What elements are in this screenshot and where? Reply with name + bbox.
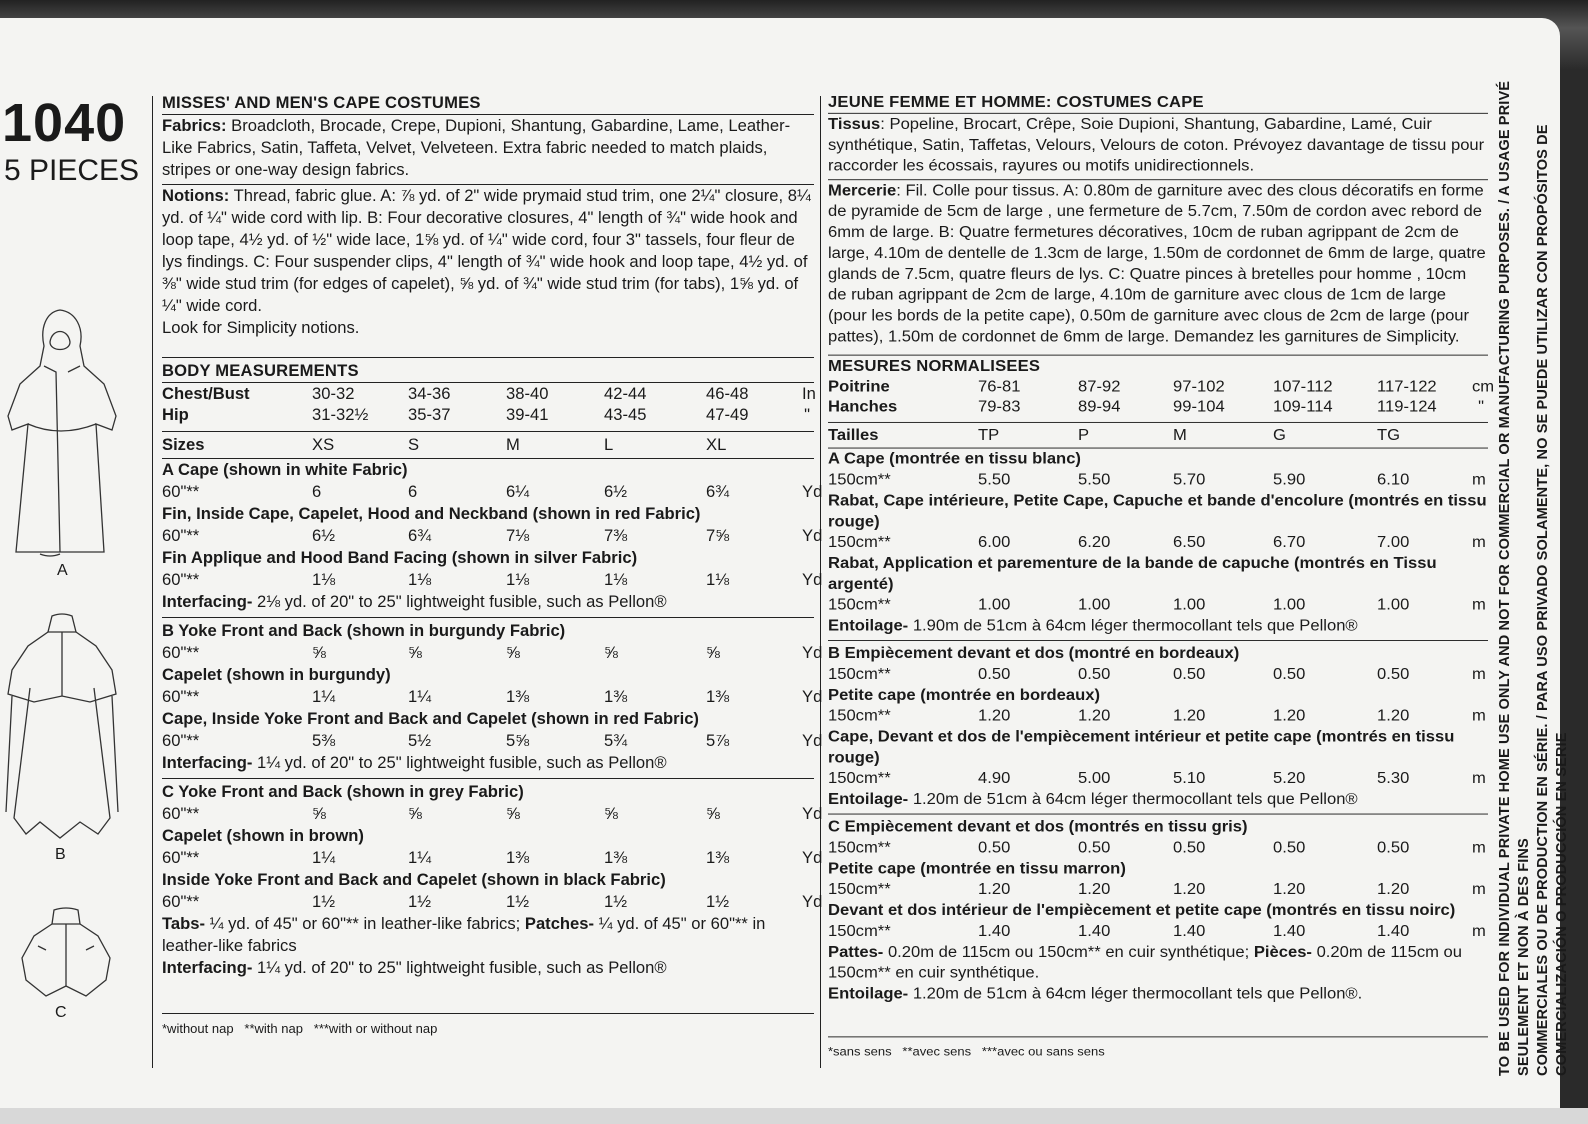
french-footnote: *sans sens **avec sens ***avec ou sans sens bbox=[828, 1043, 1105, 1059]
extra-label: Pièces- bbox=[1253, 942, 1312, 961]
yardage-unit: Yd bbox=[802, 848, 823, 867]
left-column-rule bbox=[152, 96, 153, 1068]
fabrics-paragraph bbox=[162, 115, 814, 181]
tissus-text: : Popeline, Brocart, Crêpe, Soie Dupioni, Shantung, Gabardine, Lamé, Cuir synthétique, Satin, Taffetas, Velours, Velours de coton. Prévoyez davantage de tissu pour raccorder les écossais, rayures ou motifs unidirectionnels. bbox=[828, 114, 1485, 175]
chest-value: 46-48 bbox=[706, 384, 749, 403]
yardage-value: 1.20 bbox=[1078, 706, 1111, 725]
yardage-value: 0.50 bbox=[1273, 838, 1306, 857]
yardage-row bbox=[162, 891, 823, 913]
poitrine-row bbox=[828, 376, 1495, 396]
yardage-value: ⅝ bbox=[706, 804, 720, 823]
yardage-unit: Yd bbox=[802, 526, 823, 545]
yardage-value: 0.50 bbox=[978, 838, 1011, 857]
yardage-row bbox=[162, 525, 823, 547]
yardage-row bbox=[828, 879, 1488, 900]
fabric-width: 150cm** bbox=[828, 921, 891, 940]
yardage-value: 6 bbox=[408, 482, 418, 501]
yardage-value: 1.20 bbox=[1173, 879, 1206, 898]
yardage-row bbox=[828, 469, 1488, 490]
yardage-unit: m bbox=[1472, 769, 1486, 788]
chest-value: 30-32 bbox=[312, 384, 355, 403]
notions-text: Thread, fabric glue. A: ⅞ yd. of 2" wide prymaid stud trim, one 2¼" closure, 8¼ yd. of ¼" wide cord with lip. B: Four decorative closures, 4" length of ¾" wide hook and loop tape, 4½ yd. of ½" wide lace, 1⅝ yd. of ¼" wide cord, four 3" tassels, four fleur de lys findings. C: Four suspender clips, 4" length of ¾" wide hook and loop tape, 4½ yd. of ⅜" wide stud trim (for edges of capelet), ⅝ yd. of ¾" wide stud trim (for tabs), 1⅝ yd. of ¼" wide cord. bbox=[162, 186, 811, 315]
yardage-row bbox=[162, 803, 823, 825]
yardage-unit: Yd bbox=[802, 643, 823, 662]
yardage-value: 1¼ bbox=[408, 848, 432, 867]
yardage-row bbox=[162, 686, 823, 708]
yardage-value: 6½ bbox=[604, 482, 628, 501]
yardage-value: ⅝ bbox=[604, 804, 618, 823]
yardage-item-title: A Cape (montrée en tissu blanc) bbox=[828, 449, 1081, 468]
yardage-value: 6¾ bbox=[706, 482, 730, 501]
yardage-value: 1.40 bbox=[1173, 921, 1206, 940]
interfacing-text: 1¼ yd. of 20" to 25" lightweight fusible, such as Pellon® bbox=[252, 958, 667, 977]
yardage-unit: Yd bbox=[802, 892, 823, 911]
mercerie-paragraph bbox=[828, 180, 1488, 347]
yardage-value: 1⅜ bbox=[506, 687, 530, 706]
notions-label: Notions: bbox=[162, 186, 230, 205]
yardage-value: 1⅜ bbox=[604, 848, 628, 867]
yardage-value: 1.20 bbox=[1377, 879, 1410, 898]
taille-value: M bbox=[1173, 425, 1187, 444]
fabric-width: 150cm** bbox=[828, 769, 891, 788]
interfacing-text: 2⅛ yd. of 20" to 25" lightweight fusible, such as Pellon® bbox=[252, 592, 667, 611]
yardage-value: ⅝ bbox=[312, 643, 326, 662]
yardage-value: 1⅜ bbox=[604, 687, 628, 706]
fabric-width: 150cm** bbox=[828, 706, 891, 725]
yardage-value: 1½ bbox=[312, 892, 336, 911]
yardage-value: 0.50 bbox=[1273, 664, 1306, 683]
yardage-value: 1⅜ bbox=[706, 687, 730, 706]
fabric-width: 150cm** bbox=[828, 470, 891, 489]
english-title: MISSES' AND MEN'S CAPE COSTUMES bbox=[162, 93, 481, 112]
notions-note: Look for Simplicity notions. bbox=[162, 318, 360, 337]
hip-value: 35-37 bbox=[408, 405, 451, 424]
french-yardage-sections bbox=[828, 449, 1488, 1005]
hanches-value: 99-104 bbox=[1173, 397, 1225, 416]
legal-line-1: TO BE USED FOR INDIVIDUAL PRIVATE HOME USE ONLY AND NOT FOR COMMERCIAL OR MANUFACTURING PURPOSES. / A USAGE PRIVÉ SEULEMENT ET NON À DES FINS bbox=[1497, 80, 1532, 1076]
fabric-width: 60"** bbox=[162, 804, 200, 823]
hip-value: 47-49 bbox=[706, 405, 749, 424]
hip-unit: " bbox=[804, 405, 810, 424]
divider bbox=[162, 778, 814, 779]
sizes-row bbox=[162, 432, 814, 458]
poitrine-value: 97-102 bbox=[1173, 377, 1225, 396]
yardage-value: 6½ bbox=[312, 526, 336, 545]
yardage-value: 1.20 bbox=[1078, 879, 1111, 898]
yardage-row bbox=[162, 847, 823, 869]
fabric-width: 60"** bbox=[162, 731, 200, 750]
yardage-value: ⅝ bbox=[408, 804, 422, 823]
interfacing-label: Entoilage- bbox=[828, 616, 909, 635]
hip-row bbox=[162, 404, 814, 425]
yardage-value: 1.40 bbox=[1078, 921, 1111, 940]
figure-c-capelet-drawing bbox=[16, 906, 116, 1004]
tissus-label: Tissus bbox=[828, 114, 881, 133]
figure-a-cape-drawing bbox=[0, 306, 120, 560]
fabrics-label: Fabrics: bbox=[162, 116, 227, 135]
yardage-value: ⅝ bbox=[506, 804, 520, 823]
size-value: XS bbox=[312, 435, 335, 454]
size-value: M bbox=[506, 435, 520, 454]
fabric-width: 60"** bbox=[162, 570, 200, 589]
extra-text: ¼ yd. of 45" or 60"** in leather-like fabrics; bbox=[205, 914, 525, 933]
taille-value: P bbox=[1078, 425, 1090, 444]
interfacing-line bbox=[162, 957, 814, 979]
yardage-value: 6.70 bbox=[1273, 532, 1306, 551]
yardage-row bbox=[828, 664, 1488, 685]
interfacing-label: Entoilage- bbox=[828, 984, 909, 1003]
chest-row bbox=[162, 383, 814, 404]
yardage-row bbox=[162, 642, 823, 664]
poitrine-value: 117-122 bbox=[1377, 377, 1437, 396]
yardage-row bbox=[828, 837, 1488, 858]
interfacing-text: 1¼ yd. of 20" to 25" lightweight fusible, such as Pellon® bbox=[252, 753, 667, 772]
yardage-value: 1.20 bbox=[978, 706, 1011, 725]
yardage-unit: m bbox=[1472, 532, 1486, 551]
yardage-value: 7.00 bbox=[1377, 532, 1410, 551]
yardage-value: ⅝ bbox=[312, 804, 326, 823]
yardage-value: 1¼ bbox=[408, 687, 432, 706]
yardage-item-title: Devant et dos intérieur de l'empiècement et petite cape (montrés en tissu noirc) bbox=[828, 900, 1456, 919]
fabric-width: 150cm** bbox=[828, 532, 891, 551]
taille-value: G bbox=[1273, 425, 1286, 444]
interfacing-text: 1.90m de 51cm à 64cm léger thermocollant tels que Pellon® bbox=[908, 616, 1358, 635]
interfacing-line bbox=[162, 591, 814, 613]
yardage-row bbox=[162, 730, 823, 752]
figure-b-label: B bbox=[55, 846, 66, 863]
interfacing-label: Entoilage- bbox=[828, 789, 909, 808]
interfacing-label: Interfacing- bbox=[162, 592, 253, 611]
yardage-value: 1.00 bbox=[1173, 595, 1206, 614]
yardage-value: 5.70 bbox=[1173, 470, 1206, 489]
extra-label: Patches- bbox=[524, 914, 595, 933]
fabrics-text: Broadcloth, Brocade, Crepe, Dupioni, Shantung, Gabardine, Lame, Leather-Like Fabrics, Satin, Taffeta, Velvet, Velveteen. Extra fabric needed to match plaids, stripes or one-way design fabrics. bbox=[162, 116, 791, 179]
yardage-value: 5⅜ bbox=[312, 731, 336, 750]
legal-notice-vertical bbox=[1496, 66, 1572, 1076]
english-footnote: *without nap **with nap ***with or without nap bbox=[162, 1021, 438, 1036]
bottom-edge bbox=[0, 1108, 1588, 1124]
yardage-value: 0.50 bbox=[1377, 664, 1410, 683]
hanches-value: 119-124 bbox=[1377, 397, 1437, 416]
fabric-width: 60"** bbox=[162, 848, 200, 867]
yardage-value: 1⅜ bbox=[506, 848, 530, 867]
yardage-value: ⅝ bbox=[506, 643, 520, 662]
yardage-item-title: Fin, Inside Cape, Capelet, Hood and Neckband (shown in red Fabric) bbox=[162, 504, 701, 523]
yardage-unit: m bbox=[1472, 470, 1486, 489]
yardage-value: 6¾ bbox=[408, 526, 432, 545]
interfacing-line bbox=[828, 983, 1488, 1004]
yardage-value: 1.40 bbox=[1377, 921, 1410, 940]
chest-value: 38-40 bbox=[506, 384, 549, 403]
yardage-value: ⅝ bbox=[706, 643, 720, 662]
divider bbox=[828, 1036, 1488, 1037]
french-title: JEUNE FEMME ET HOMME: COSTUMES CAPE bbox=[828, 92, 1204, 111]
divider bbox=[828, 814, 1488, 815]
mercerie-label: Mercerie bbox=[828, 181, 897, 200]
divider bbox=[162, 1013, 814, 1014]
size-value: XL bbox=[706, 435, 727, 454]
yardage-value: 1¼ bbox=[312, 687, 336, 706]
tailles-label: Tailles bbox=[828, 425, 879, 444]
yardage-value: 5¾ bbox=[604, 731, 628, 750]
legal-line-2: COMMERCIALES OU DE PRODUCTION EN SÉRIE. / PARA USO PRIVADO SOLAMENTE, NO SE PUEDE UTILIZAR CON PROPÓSITOS DE COMERCIALIZACIÓN O PRODUCCIÓN EN SERIE bbox=[1535, 124, 1570, 1076]
hip-value: 43-45 bbox=[604, 405, 647, 424]
yardage-value: 1½ bbox=[408, 892, 432, 911]
yardage-value: 0.50 bbox=[978, 664, 1011, 683]
chest-value: 42-44 bbox=[604, 384, 647, 403]
yardage-value: 1.20 bbox=[1173, 706, 1206, 725]
yardage-item-title: Petite cape (montrée en tissu marron) bbox=[828, 859, 1126, 878]
pattern-number: 1040 bbox=[2, 93, 127, 153]
yardage-unit: Yd bbox=[802, 570, 823, 589]
yardage-value: 1½ bbox=[706, 892, 730, 911]
yardage-value: 7⅛ bbox=[506, 526, 530, 545]
divider bbox=[162, 357, 814, 358]
yardage-unit: m bbox=[1472, 595, 1486, 614]
extra-label: Pattes- bbox=[828, 942, 884, 961]
yardage-value: ⅝ bbox=[408, 643, 422, 662]
taille-value: TP bbox=[978, 425, 1000, 444]
poitrine-unit: cm bbox=[1472, 377, 1495, 396]
hanches-value: 79-83 bbox=[978, 397, 1021, 416]
poitrine-label: Poitrine bbox=[828, 377, 890, 396]
size-value: S bbox=[408, 435, 420, 454]
extra-text: 0.20m de 115cm ou 150cm** en cuir synthétique. bbox=[828, 942, 1463, 982]
interfacing-label: Interfacing- bbox=[162, 958, 253, 977]
figure-b-cape-drawing bbox=[0, 612, 124, 842]
english-yardage-sections bbox=[162, 459, 823, 979]
yardage-value: 6.20 bbox=[1078, 532, 1111, 551]
hip-value: 39-41 bbox=[506, 405, 549, 424]
yardage-value: 1½ bbox=[604, 892, 628, 911]
fabric-width: 150cm** bbox=[828, 838, 891, 857]
yardage-unit: m bbox=[1472, 706, 1486, 725]
yardage-unit: Yd bbox=[802, 687, 823, 706]
divider bbox=[162, 617, 814, 618]
yardage-value: 4.90 bbox=[978, 769, 1011, 788]
interfacing-line bbox=[162, 752, 814, 774]
yardage-value: 5.90 bbox=[1273, 470, 1306, 489]
yardage-item-title: Fin Applique and Hood Band Facing (shown in silver Fabric) bbox=[162, 548, 638, 567]
interfacing-text: 1.20m de 51cm à 64cm léger thermocollant tels que Pellon® bbox=[908, 789, 1358, 808]
yardage-value: 6.00 bbox=[978, 532, 1011, 551]
yardage-row bbox=[828, 705, 1488, 726]
sizes-label: Sizes bbox=[162, 435, 205, 454]
hip-value: 31-32½ bbox=[312, 405, 369, 424]
fabric-width: 60"** bbox=[162, 643, 200, 662]
yardage-value: 0.50 bbox=[1377, 838, 1410, 857]
yardage-value: 7⅜ bbox=[604, 526, 628, 545]
taille-value: TG bbox=[1377, 425, 1401, 444]
yardage-value: 1¼ bbox=[312, 848, 336, 867]
yardage-unit: m bbox=[1472, 921, 1486, 940]
extra-notes bbox=[162, 913, 814, 957]
yardage-value: 1.20 bbox=[978, 879, 1011, 898]
fabric-width: 150cm** bbox=[828, 664, 891, 683]
poitrine-value: 87-92 bbox=[1078, 377, 1121, 396]
yardage-value: 5.50 bbox=[1078, 470, 1111, 489]
yardage-value: 1.20 bbox=[1273, 879, 1306, 898]
yardage-row bbox=[828, 768, 1488, 789]
yardage-unit: m bbox=[1472, 664, 1486, 683]
chest-value: 34-36 bbox=[408, 384, 451, 403]
fabric-width: 150cm** bbox=[828, 879, 891, 898]
yardage-unit: Yd bbox=[802, 482, 823, 501]
yardage-value: 6.50 bbox=[1173, 532, 1206, 551]
extra-label: Tabs- bbox=[162, 914, 206, 933]
yardage-value: 5.10 bbox=[1173, 769, 1206, 788]
divider bbox=[828, 640, 1488, 641]
yardage-value: 6.10 bbox=[1377, 470, 1410, 489]
yardage-item-title: C Empiècement devant et dos (montrés en tissu gris) bbox=[828, 817, 1248, 836]
yardage-value: 6¼ bbox=[506, 482, 530, 501]
yardage-item-title: Inside Yoke Front and Back and Capelet (shown in black Fabric) bbox=[162, 870, 666, 889]
yardage-value: 5⅝ bbox=[506, 731, 530, 750]
yardage-value: 1.00 bbox=[1078, 595, 1111, 614]
yardage-value: 0.50 bbox=[1078, 664, 1111, 683]
interfacing-text: 1.20m de 51cm à 64cm léger thermocollant tels que Pellon®. bbox=[908, 984, 1363, 1003]
yardage-value: 1⅛ bbox=[706, 570, 730, 589]
mesures-title: MESURES NORMALISEES bbox=[828, 356, 1041, 375]
yardage-value: 1.00 bbox=[1273, 595, 1306, 614]
yardage-item-title: B Yoke Front and Back (shown in burgundy Fabric) bbox=[162, 621, 566, 640]
yardage-unit: Yd bbox=[802, 804, 823, 823]
poitrine-value: 107-112 bbox=[1273, 377, 1333, 396]
yardage-row bbox=[828, 921, 1488, 942]
extra-text: 0.20m de 115cm ou 150cm** en cuir synthétique; bbox=[883, 942, 1254, 961]
measurements-title: BODY MEASUREMENTS bbox=[162, 361, 359, 380]
notions-paragraph bbox=[162, 185, 814, 317]
yardage-item-title: Cape, Inside Yoke Front and Back and Capelet (shown in red Fabric) bbox=[162, 709, 699, 728]
yardage-value: 1⅛ bbox=[312, 570, 336, 589]
yardage-value: 1.40 bbox=[1273, 921, 1306, 940]
pattern-pieces: 5 PIECES bbox=[4, 154, 140, 187]
hip-label: Hip bbox=[162, 405, 189, 424]
yardage-value: 6 bbox=[312, 482, 322, 501]
fabric-width: 60"** bbox=[162, 687, 200, 706]
fabric-width: 60"** bbox=[162, 892, 200, 911]
yardage-value: 5.50 bbox=[978, 470, 1011, 489]
yardage-item-title: Rabat, Cape intérieure, Petite Cape, Capuche et bande d'encolure (montrés en tissu rouge) bbox=[828, 491, 1487, 531]
yardage-item-title: Rabat, Application et parementure de la bande de capuche (montrés en Tissu argenté) bbox=[828, 553, 1437, 593]
mercerie-text: : Fil. Colle pour tissus. A: 0.80m de garniture avec des clous décoratifs en forme de pyramide de 5cm de large , une fermeture de 5.7cm, 7.50m de cordon avec rebord de 6mm de large. B: Quatre fermetures décoratives, 10cm de ruban agrippant de 2cm de large, 4.10m de dentelle de 1.3cm de large, 1.50m de cordonnet de 6mm de large, quatre glands de 7.5cm, quatre fleurs de lys. C: Quatre pinces à bretelles pour homme , 10cm de ruban agrippant de 2cm de large, 4.10m de garniture avec clous de 1cm de large (pour les bords de la petite cape), 0.50m de garniture avec clous de 2cm de large (pour pattes), 1.50m de cordonnet de 6mm de large. Demandez les garnitures de Simplicity. bbox=[828, 181, 1486, 346]
yardage-value: 1⅛ bbox=[604, 570, 628, 589]
yardage-value: 5⅞ bbox=[706, 731, 730, 750]
interfacing-line bbox=[828, 615, 1488, 636]
chest-unit: In bbox=[802, 384, 816, 403]
yardage-value: 0.50 bbox=[1078, 838, 1111, 857]
extra-notes bbox=[828, 942, 1488, 984]
yardage-value: 0.50 bbox=[1173, 664, 1206, 683]
yardage-unit: m bbox=[1472, 879, 1486, 898]
yardage-item-title: A Cape (shown in white Fabric) bbox=[162, 460, 408, 479]
yardage-value: 1⅜ bbox=[706, 848, 730, 867]
hanches-value: 109-114 bbox=[1273, 397, 1333, 416]
yardage-item-title: Petite cape (montrée en bordeaux) bbox=[828, 685, 1101, 704]
yardage-value: 1⅛ bbox=[408, 570, 432, 589]
yardage-value: 5.30 bbox=[1377, 769, 1410, 788]
yardage-row bbox=[828, 595, 1488, 616]
yardage-item-title: C Yoke Front and Back (shown in grey Fabric) bbox=[162, 782, 524, 801]
yardage-value: 5.20 bbox=[1273, 769, 1306, 788]
figure-c-label: C bbox=[55, 1004, 67, 1021]
tissus-paragraph bbox=[828, 114, 1488, 177]
yardage-value: 1⅛ bbox=[506, 570, 530, 589]
yardage-item-title: Capelet (shown in burgundy) bbox=[162, 665, 391, 684]
yardage-value: 7⅝ bbox=[706, 526, 730, 545]
fabric-width: 150cm** bbox=[828, 595, 891, 614]
hanches-label: Hanches bbox=[828, 397, 898, 416]
yardage-item-title: Capelet (shown in brown) bbox=[162, 826, 364, 845]
yardage-item-title: Cape, Devant et dos de l'empiècement intérieur et petite cape (montrés en tissu rouge) bbox=[828, 727, 1455, 767]
size-value: L bbox=[604, 435, 614, 454]
fabric-width: 60"** bbox=[162, 526, 200, 545]
yardage-value: 1.00 bbox=[978, 595, 1011, 614]
yardage-value: 1.40 bbox=[978, 921, 1011, 940]
yardage-value: ⅝ bbox=[604, 643, 618, 662]
yardage-row bbox=[828, 532, 1488, 553]
poitrine-value: 76-81 bbox=[978, 377, 1021, 396]
yardage-item-title: B Empiècement devant et dos (montré en bordeaux) bbox=[828, 643, 1240, 662]
interfacing-line bbox=[828, 789, 1488, 810]
tailles-row bbox=[828, 423, 1488, 448]
hanches-value: 89-94 bbox=[1078, 397, 1121, 416]
yardage-row bbox=[162, 481, 823, 503]
yardage-value: 0.50 bbox=[1173, 838, 1206, 857]
yardage-value: 1.20 bbox=[1273, 706, 1306, 725]
chest-label: Chest/Bust bbox=[162, 384, 250, 403]
hanches-unit: " bbox=[1478, 397, 1484, 416]
extra-text: ¼ yd. of 45" or 60"** in leather-like fabrics bbox=[162, 914, 766, 955]
hanches-row bbox=[828, 396, 1488, 416]
yardage-value: 1.00 bbox=[1377, 595, 1410, 614]
yardage-unit: m bbox=[1472, 838, 1486, 857]
yardage-value: 5.00 bbox=[1078, 769, 1111, 788]
yardage-value: 5½ bbox=[408, 731, 432, 750]
english-column bbox=[162, 92, 823, 1040]
fabric-width: 60"** bbox=[162, 482, 200, 501]
interfacing-label: Interfacing- bbox=[162, 753, 253, 772]
yardage-row bbox=[162, 569, 823, 591]
yardage-value: 1½ bbox=[506, 892, 530, 911]
yardage-unit: Yd bbox=[802, 731, 823, 750]
figure-a-label: A bbox=[57, 562, 68, 579]
french-column bbox=[828, 92, 1495, 1062]
yardage-value: 1.20 bbox=[1377, 706, 1410, 725]
